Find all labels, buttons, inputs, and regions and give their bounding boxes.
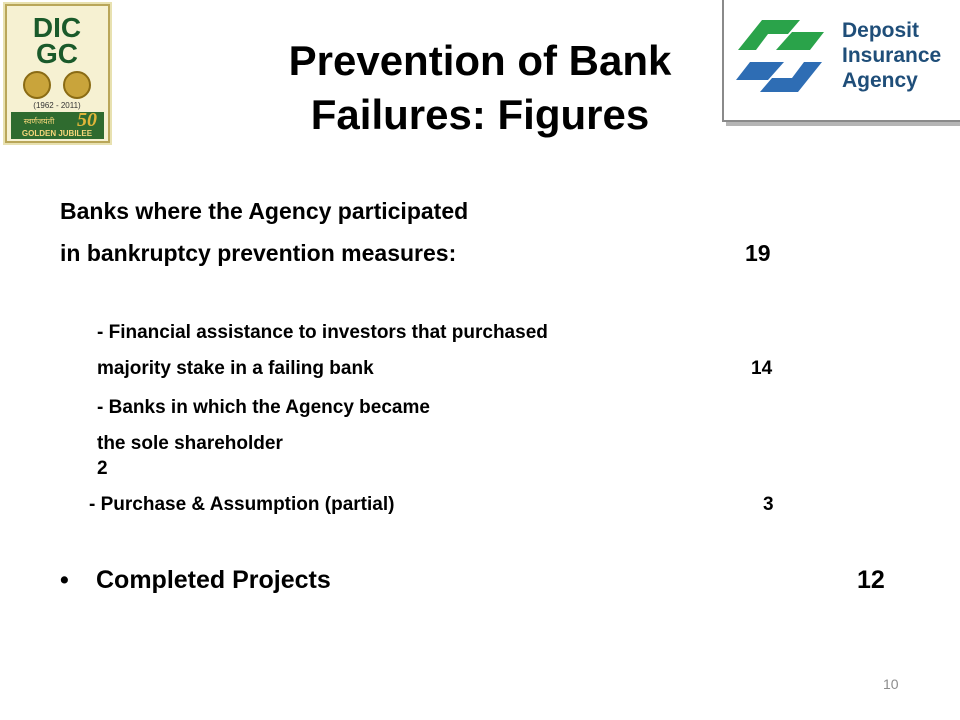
completed-projects-label: Completed Projects bbox=[96, 566, 331, 594]
page-number: 10 bbox=[883, 676, 899, 692]
item-2-value: 2 bbox=[97, 458, 108, 479]
agency-logo-mark-icon bbox=[730, 10, 830, 102]
dicgc-logo-top-text: DIC bbox=[32, 12, 82, 43]
dicgc-logo-hindi-banner: स्वर्णजयंती bbox=[23, 117, 55, 126]
completed-projects-value: 12 bbox=[857, 566, 885, 594]
agency-logo-line-3: Agency bbox=[842, 69, 918, 92]
item-3-value: 3 bbox=[763, 494, 774, 515]
agency-logo-line-2: Insurance bbox=[842, 44, 942, 67]
page-title-line-2: Failures: Figures bbox=[310, 91, 650, 138]
item-1-line-1: - Financial assistance to investors that purchased bbox=[97, 322, 548, 343]
intro-line-1: Banks where the Agency participated bbox=[60, 198, 469, 224]
item-1-line-2: majority stake in a failing bank bbox=[97, 358, 374, 379]
dicgc-logo-banner: GOLDEN JUBILEE bbox=[21, 129, 93, 138]
item-3-line-1: - Purchase & Assumption (partial) bbox=[89, 494, 395, 515]
page-title-line-1: Prevention of Bank bbox=[288, 37, 672, 84]
dicgc-logo-years: (1962 - 2011) bbox=[33, 101, 81, 110]
bullet-dot-icon: • bbox=[60, 566, 69, 594]
agency-logo-text bbox=[842, 18, 941, 93]
item-2-line-2: the sole shareholder bbox=[97, 433, 283, 454]
page-title bbox=[200, 34, 760, 142]
item-1-value: 14 bbox=[751, 358, 773, 379]
dicgc-logo-mid-text: GC bbox=[36, 38, 78, 69]
dicgc-logo-number: 50 bbox=[77, 109, 97, 131]
agency-logo bbox=[722, 0, 960, 122]
intro-line-2: in bankruptcy prevention measures: bbox=[60, 240, 457, 266]
intro-value: 19 bbox=[745, 240, 771, 266]
dicgc-logo bbox=[3, 2, 112, 145]
item-2-line-1: - Banks in which the Agency became bbox=[97, 397, 430, 418]
agency-logo-line-1: Deposit bbox=[842, 19, 920, 42]
